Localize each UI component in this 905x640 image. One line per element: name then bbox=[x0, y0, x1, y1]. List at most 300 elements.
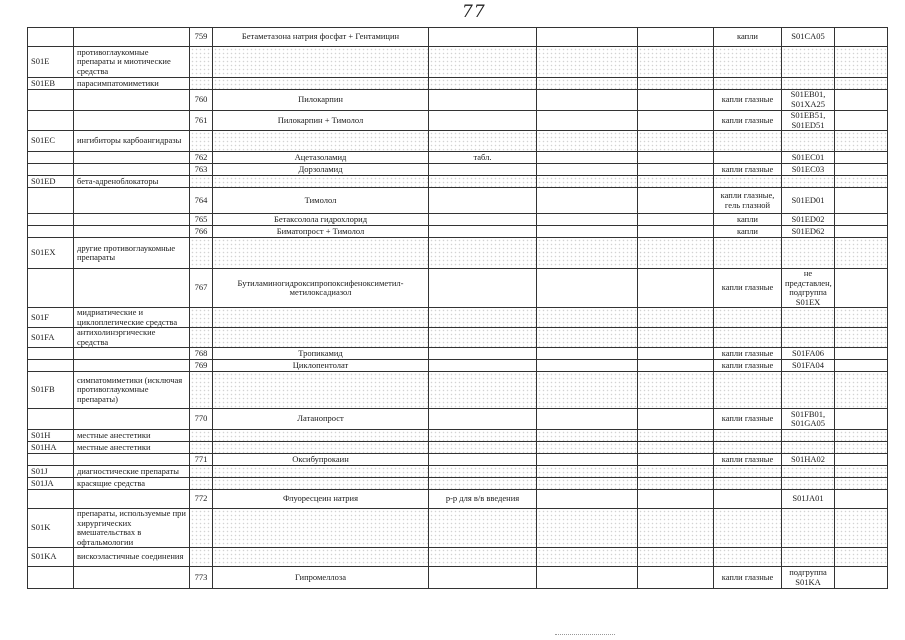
drug-name bbox=[213, 430, 429, 442]
atc-code: S01EC01 bbox=[782, 152, 835, 164]
atc-group-code: S01K bbox=[28, 509, 74, 548]
atc-code bbox=[782, 430, 835, 442]
empty-cell bbox=[835, 466, 888, 478]
empty-cell bbox=[638, 90, 714, 111]
empty-cell bbox=[638, 348, 714, 360]
drug-name: Пилокарпин + Тимолол bbox=[213, 111, 429, 131]
table-body bbox=[28, 28, 888, 589]
empty-cell bbox=[638, 214, 714, 226]
item-number: 764 bbox=[190, 188, 213, 214]
empty-cell bbox=[835, 152, 888, 164]
atc-group-name: красящие средства bbox=[74, 478, 190, 490]
empty-cell bbox=[638, 152, 714, 164]
empty-cell bbox=[638, 28, 714, 47]
atc-group-code bbox=[28, 164, 74, 176]
empty-cell bbox=[638, 78, 714, 90]
drug-name bbox=[213, 47, 429, 78]
item-number bbox=[190, 509, 213, 548]
dosage-form-alt bbox=[429, 509, 537, 548]
dosage-form: капли глазные bbox=[714, 269, 782, 308]
drug-name: Тропикамид bbox=[213, 348, 429, 360]
item-number: 766 bbox=[190, 226, 213, 238]
item-number bbox=[190, 442, 213, 454]
atc-code: S01EB51, S01ED51 bbox=[782, 111, 835, 131]
atc-group-name bbox=[74, 348, 190, 360]
drug-row bbox=[28, 164, 888, 176]
empty-cell bbox=[638, 360, 714, 372]
drug-table bbox=[27, 27, 888, 589]
dosage-form: капли глазные bbox=[714, 360, 782, 372]
drug-name: Латанопрост bbox=[213, 409, 429, 430]
dosage-form: капли глазные bbox=[714, 454, 782, 466]
dosage-form bbox=[714, 372, 782, 409]
empty-cell bbox=[835, 348, 888, 360]
empty-cell bbox=[537, 430, 638, 442]
atc-group-code: S01EC bbox=[28, 131, 74, 152]
empty-cell bbox=[638, 226, 714, 238]
dosage-form bbox=[714, 509, 782, 548]
atc-group-name: антихолинэргические средства bbox=[74, 328, 190, 348]
empty-cell bbox=[537, 372, 638, 409]
atc-group-name bbox=[74, 90, 190, 111]
item-number: 770 bbox=[190, 409, 213, 430]
atc-group-name: местные анестетики bbox=[74, 430, 190, 442]
atc-group-code: S01E bbox=[28, 47, 74, 78]
atc-group-code bbox=[28, 360, 74, 372]
empty-cell bbox=[537, 176, 638, 188]
item-number: 763 bbox=[190, 164, 213, 176]
dosage-form-alt bbox=[429, 131, 537, 152]
atc-group-name bbox=[74, 188, 190, 214]
item-number bbox=[190, 328, 213, 348]
atc-group-name bbox=[74, 28, 190, 47]
dosage-form bbox=[714, 131, 782, 152]
empty-cell bbox=[537, 454, 638, 466]
empty-cell bbox=[835, 360, 888, 372]
item-number: 760 bbox=[190, 90, 213, 111]
empty-cell bbox=[537, 308, 638, 328]
dosage-form bbox=[714, 548, 782, 567]
drug-row bbox=[28, 409, 888, 430]
drug-name bbox=[213, 328, 429, 348]
empty-cell bbox=[537, 509, 638, 548]
group-row bbox=[28, 238, 888, 269]
dosage-form-alt: табл. bbox=[429, 152, 537, 164]
atc-code bbox=[782, 47, 835, 78]
atc-code: S01FA04 bbox=[782, 360, 835, 372]
drug-row bbox=[28, 348, 888, 360]
dosage-form-alt bbox=[429, 442, 537, 454]
empty-cell bbox=[537, 442, 638, 454]
empty-cell bbox=[638, 442, 714, 454]
atc-group-code: S01HA bbox=[28, 442, 74, 454]
group-row bbox=[28, 548, 888, 567]
empty-cell bbox=[537, 226, 638, 238]
atc-group-code bbox=[28, 111, 74, 131]
drug-row bbox=[28, 490, 888, 509]
drug-row bbox=[28, 214, 888, 226]
atc-group-code bbox=[28, 454, 74, 466]
empty-cell bbox=[638, 308, 714, 328]
empty-cell bbox=[835, 47, 888, 78]
empty-cell bbox=[537, 152, 638, 164]
empty-cell bbox=[835, 188, 888, 214]
atc-group-name bbox=[74, 214, 190, 226]
empty-cell bbox=[537, 409, 638, 430]
atc-group-name bbox=[74, 269, 190, 308]
item-number: 768 bbox=[190, 348, 213, 360]
atc-group-name: препараты, используемые при хирургических вмешательствах в офтальмологии bbox=[74, 509, 190, 548]
drug-name: Флуоресцеин натрия bbox=[213, 490, 429, 509]
drug-name bbox=[213, 308, 429, 328]
atc-code bbox=[782, 308, 835, 328]
dosage-form-alt bbox=[429, 372, 537, 409]
dosage-form-alt bbox=[429, 164, 537, 176]
item-number bbox=[190, 176, 213, 188]
dosage-form: капли глазные bbox=[714, 409, 782, 430]
drug-name: Дорзоламид bbox=[213, 164, 429, 176]
atc-group-name: парасимпатомиметики bbox=[74, 78, 190, 90]
drug-name: Биматопрост + Тимолол bbox=[213, 226, 429, 238]
atc-code bbox=[782, 442, 835, 454]
dosage-form bbox=[714, 47, 782, 78]
dosage-form bbox=[714, 238, 782, 269]
empty-cell bbox=[638, 176, 714, 188]
atc-group-name: симпатомиметики (исключая противоглаукомные препараты) bbox=[74, 372, 190, 409]
empty-cell bbox=[835, 454, 888, 466]
empty-cell bbox=[537, 164, 638, 176]
item-number bbox=[190, 466, 213, 478]
item-number bbox=[190, 478, 213, 490]
drug-name: Тимолол bbox=[213, 188, 429, 214]
atc-code bbox=[782, 78, 835, 90]
atc-code bbox=[782, 466, 835, 478]
group-row bbox=[28, 430, 888, 442]
drug-name: Гипромеллоза bbox=[213, 567, 429, 589]
item-number bbox=[190, 548, 213, 567]
empty-cell bbox=[638, 111, 714, 131]
empty-cell bbox=[835, 490, 888, 509]
atc-group-code: S01H bbox=[28, 430, 74, 442]
atc-code: S01HA02 bbox=[782, 454, 835, 466]
dosage-form bbox=[714, 442, 782, 454]
atc-group-name: другие противоглаукомные препараты bbox=[74, 238, 190, 269]
dosage-form-alt bbox=[429, 308, 537, 328]
empty-cell bbox=[537, 78, 638, 90]
empty-cell bbox=[537, 111, 638, 131]
atc-group-name: мидриатические и циклоплегические средства bbox=[74, 308, 190, 328]
atc-code bbox=[782, 176, 835, 188]
group-row bbox=[28, 131, 888, 152]
dosage-form: капли глазные bbox=[714, 567, 782, 589]
empty-cell bbox=[835, 226, 888, 238]
empty-cell bbox=[638, 328, 714, 348]
atc-code: S01CA05 bbox=[782, 28, 835, 47]
group-row bbox=[28, 372, 888, 409]
empty-cell bbox=[835, 238, 888, 269]
empty-cell bbox=[537, 269, 638, 308]
atc-code bbox=[782, 328, 835, 348]
item-number bbox=[190, 47, 213, 78]
empty-cell bbox=[835, 430, 888, 442]
atc-code: S01ED62 bbox=[782, 226, 835, 238]
group-row bbox=[28, 478, 888, 490]
empty-cell bbox=[537, 548, 638, 567]
empty-cell bbox=[537, 328, 638, 348]
dosage-form: капли bbox=[714, 226, 782, 238]
atc-group-code: S01EX bbox=[28, 238, 74, 269]
atc-group-name bbox=[74, 360, 190, 372]
item-number bbox=[190, 238, 213, 269]
empty-cell bbox=[835, 478, 888, 490]
item-number: 771 bbox=[190, 454, 213, 466]
item-number: 773 bbox=[190, 567, 213, 589]
group-row bbox=[28, 47, 888, 78]
atc-group-code bbox=[28, 28, 74, 47]
dosage-form-alt bbox=[429, 78, 537, 90]
atc-code bbox=[782, 372, 835, 409]
empty-cell bbox=[638, 548, 714, 567]
group-row bbox=[28, 509, 888, 548]
item-number: 761 bbox=[190, 111, 213, 131]
dosage-form-alt bbox=[429, 409, 537, 430]
atc-group-name bbox=[74, 409, 190, 430]
atc-group-name bbox=[74, 567, 190, 589]
group-row bbox=[28, 466, 888, 478]
empty-cell bbox=[638, 409, 714, 430]
drug-name: Пилокарпин bbox=[213, 90, 429, 111]
atc-group-code: S01F bbox=[28, 308, 74, 328]
empty-cell bbox=[835, 509, 888, 548]
empty-cell bbox=[638, 509, 714, 548]
empty-cell bbox=[835, 78, 888, 90]
dosage-form bbox=[714, 430, 782, 442]
atc-group-code bbox=[28, 214, 74, 226]
drug-name bbox=[213, 131, 429, 152]
empty-cell bbox=[638, 454, 714, 466]
drug-row bbox=[28, 28, 888, 47]
empty-cell bbox=[537, 90, 638, 111]
atc-group-code: S01FA bbox=[28, 328, 74, 348]
empty-cell bbox=[835, 328, 888, 348]
atc-group-name: вискоэластичные соединения bbox=[74, 548, 190, 567]
empty-cell bbox=[638, 430, 714, 442]
dosage-form-alt bbox=[429, 111, 537, 131]
drug-name bbox=[213, 548, 429, 567]
empty-cell bbox=[638, 466, 714, 478]
dosage-form-alt bbox=[429, 238, 537, 269]
drug-name bbox=[213, 478, 429, 490]
dosage-form: капли bbox=[714, 214, 782, 226]
atc-code bbox=[782, 131, 835, 152]
dosage-form-alt bbox=[429, 269, 537, 308]
atc-code: S01FB01, S01GA05 bbox=[782, 409, 835, 430]
atc-code bbox=[782, 509, 835, 548]
group-row bbox=[28, 328, 888, 348]
atc-group-code bbox=[28, 188, 74, 214]
dosage-form-alt bbox=[429, 548, 537, 567]
atc-group-name bbox=[74, 226, 190, 238]
drug-name bbox=[213, 509, 429, 548]
atc-code bbox=[782, 238, 835, 269]
empty-cell bbox=[638, 188, 714, 214]
drug-row bbox=[28, 567, 888, 589]
empty-cell bbox=[638, 238, 714, 269]
empty-cell bbox=[537, 567, 638, 589]
drug-name: Циклопентолат bbox=[213, 360, 429, 372]
dosage-form: капли bbox=[714, 28, 782, 47]
drug-name bbox=[213, 238, 429, 269]
group-row bbox=[28, 308, 888, 328]
drug-name bbox=[213, 372, 429, 409]
atc-code: S01FA06 bbox=[782, 348, 835, 360]
dosage-form-alt bbox=[429, 90, 537, 111]
dosage-form-alt bbox=[429, 176, 537, 188]
empty-cell bbox=[537, 490, 638, 509]
atc-code: S01EB01, S01XA25 bbox=[782, 90, 835, 111]
atc-group-code: S01FB bbox=[28, 372, 74, 409]
atc-code bbox=[782, 548, 835, 567]
atc-group-code bbox=[28, 152, 74, 164]
atc-group-code bbox=[28, 90, 74, 111]
drug-name: Бутиламиногидроксипропоксифеноксиметил-метилоксадиазол bbox=[213, 269, 429, 308]
item-number: 765 bbox=[190, 214, 213, 226]
atc-group-code: S01ED bbox=[28, 176, 74, 188]
item-number bbox=[190, 131, 213, 152]
empty-cell bbox=[537, 238, 638, 269]
drug-name: Бетаметазона натрия фосфат + Гентамицин bbox=[213, 28, 429, 47]
empty-cell bbox=[537, 28, 638, 47]
atc-group-name bbox=[74, 111, 190, 131]
item-number bbox=[190, 372, 213, 409]
drug-name: Оксибупрокаин bbox=[213, 454, 429, 466]
dosage-form bbox=[714, 466, 782, 478]
drug-row bbox=[28, 454, 888, 466]
empty-cell bbox=[638, 372, 714, 409]
dosage-form bbox=[714, 152, 782, 164]
atc-group-name bbox=[74, 490, 190, 509]
group-row bbox=[28, 176, 888, 188]
atc-group-name: диагностические препараты bbox=[74, 466, 190, 478]
item-number: 767 bbox=[190, 269, 213, 308]
atc-group-code bbox=[28, 490, 74, 509]
empty-cell bbox=[835, 111, 888, 131]
drug-row bbox=[28, 188, 888, 214]
dosage-form bbox=[714, 308, 782, 328]
empty-cell bbox=[638, 47, 714, 78]
page-number: 77 bbox=[462, 2, 486, 22]
atc-group-name bbox=[74, 164, 190, 176]
item-number: 769 bbox=[190, 360, 213, 372]
atc-group-code bbox=[28, 348, 74, 360]
dosage-form bbox=[714, 328, 782, 348]
empty-cell bbox=[537, 188, 638, 214]
group-row bbox=[28, 442, 888, 454]
atc-group-name: бета-адреноблокаторы bbox=[74, 176, 190, 188]
empty-cell bbox=[537, 360, 638, 372]
atc-group-name: местные анестетики bbox=[74, 442, 190, 454]
dosage-form-alt bbox=[429, 454, 537, 466]
drug-row bbox=[28, 90, 888, 111]
atc-code: не представлен, подгруппа S01EX bbox=[782, 269, 835, 308]
empty-cell bbox=[835, 131, 888, 152]
empty-cell bbox=[638, 269, 714, 308]
empty-cell bbox=[835, 214, 888, 226]
footer-mark bbox=[555, 634, 615, 638]
empty-cell bbox=[537, 47, 638, 78]
empty-cell bbox=[835, 409, 888, 430]
atc-code: S01JA01 bbox=[782, 490, 835, 509]
dosage-form-alt bbox=[429, 28, 537, 47]
dosage-form: капли глазные bbox=[714, 164, 782, 176]
dosage-form-alt bbox=[429, 567, 537, 589]
atc-group-name bbox=[74, 454, 190, 466]
dosage-form-alt bbox=[429, 47, 537, 78]
empty-cell bbox=[835, 176, 888, 188]
dosage-form: капли глазные bbox=[714, 348, 782, 360]
atc-code: S01ED01 bbox=[782, 188, 835, 214]
atc-group-name bbox=[74, 152, 190, 164]
atc-code: S01ED02 bbox=[782, 214, 835, 226]
drug-row bbox=[28, 226, 888, 238]
drug-name bbox=[213, 176, 429, 188]
dosage-form-alt bbox=[429, 360, 537, 372]
item-number bbox=[190, 78, 213, 90]
dosage-form-alt bbox=[429, 430, 537, 442]
dosage-form bbox=[714, 490, 782, 509]
dosage-form-alt bbox=[429, 328, 537, 348]
drug-row bbox=[28, 111, 888, 131]
empty-cell bbox=[537, 466, 638, 478]
atc-group-code: S01JA bbox=[28, 478, 74, 490]
item-number bbox=[190, 430, 213, 442]
dosage-form-alt bbox=[429, 214, 537, 226]
dosage-form-alt bbox=[429, 188, 537, 214]
dosage-form bbox=[714, 78, 782, 90]
atc-code: подгруппа S01KA bbox=[782, 567, 835, 589]
drug-row bbox=[28, 360, 888, 372]
dosage-form-alt bbox=[429, 478, 537, 490]
drug-name: Ацетазоламид bbox=[213, 152, 429, 164]
atc-group-name: противоглаукомные препараты и миотические средства bbox=[74, 47, 190, 78]
item-number bbox=[190, 308, 213, 328]
atc-group-code bbox=[28, 409, 74, 430]
empty-cell bbox=[835, 28, 888, 47]
drug-name bbox=[213, 78, 429, 90]
empty-cell bbox=[835, 442, 888, 454]
atc-group-code bbox=[28, 226, 74, 238]
empty-cell bbox=[835, 567, 888, 589]
empty-cell bbox=[638, 164, 714, 176]
empty-cell bbox=[537, 348, 638, 360]
dosage-form-alt bbox=[429, 226, 537, 238]
dosage-form-alt bbox=[429, 466, 537, 478]
empty-cell bbox=[835, 548, 888, 567]
empty-cell bbox=[835, 164, 888, 176]
atc-group-code bbox=[28, 269, 74, 308]
empty-cell bbox=[537, 478, 638, 490]
item-number: 759 bbox=[190, 28, 213, 47]
atc-group-code: S01J bbox=[28, 466, 74, 478]
empty-cell bbox=[638, 478, 714, 490]
atc-code bbox=[782, 478, 835, 490]
empty-cell bbox=[638, 131, 714, 152]
dosage-form: капли глазные bbox=[714, 90, 782, 111]
atc-group-code: S01KA bbox=[28, 548, 74, 567]
group-row bbox=[28, 78, 888, 90]
dosage-form bbox=[714, 176, 782, 188]
drug-row bbox=[28, 152, 888, 164]
